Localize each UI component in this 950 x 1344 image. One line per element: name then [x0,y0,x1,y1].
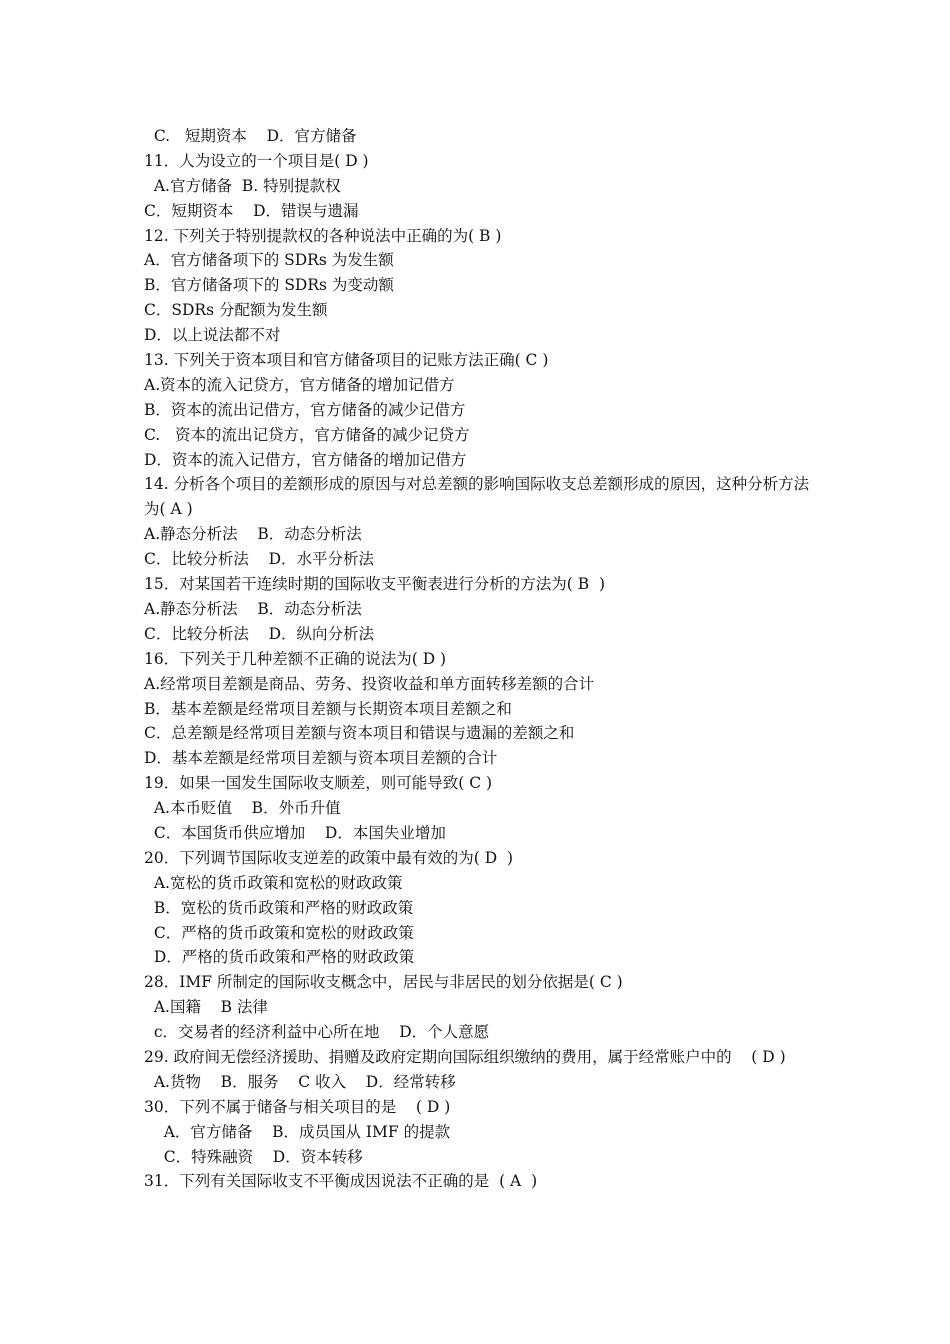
question-15: 15．对某国若干连续时期的国际收支平衡表进行分析的方法为( B ) [144,575,605,594]
question-13-option-b: B．资本的流出记借方，官方储备的减少记借方 [144,400,466,419]
question-19: 19．如果一国发生国际收支顺差，则可能导致( C ) [144,774,493,793]
question-13-option-c: C. 资本的流出记贷方，官方储备的减少记贷方 [144,425,470,444]
question-15-options-cd: C．比较分析法 D．纵向分析法 [144,624,374,643]
question-16-option-a: A.经常项目差额是商品、劳务、投资收益和单方面转移差额的合计 [144,674,595,693]
question-12-option-a: A．官方储备项下的 SDRs 为发生额 [144,251,394,270]
question-20-option-d: D．严格的货币政策和严格的财政政策 [144,948,415,967]
question-16: 16．下列关于几种差额不正确的说法为( D ) [144,649,447,668]
question-14: 14. 分析各个项目的差额形成的原因与对总差额的影响国际收支总差额形成的原因，这种分析方法为( A ) [144,475,810,519]
question-13: 13. 下列关于资本项目和官方储备项目的记账方法正确( C ) [144,351,549,370]
question-20-option-b: B．宽松的货币政策和严格的财政政策 [144,898,414,917]
question-30-options-ab: A．官方储备 B．成员国从 IMF 的提款 [144,1122,451,1141]
question-12-option-b: B．官方储备项下的 SDRs 为变动额 [144,276,394,295]
document-body [144,124,814,1194]
question-30: 30．下列不属于储备与相关项目的是 ( D ) [144,1097,451,1116]
question-31: 31．下列有关国际收支不平衡成因说法不正确的是 ( A ) [144,1172,538,1191]
question-19-options-ab: A.本币贬值 B．外币升值 [144,799,341,818]
question-13-option-a: A.资本的流入记贷方，官方储备的增加记借方 [144,375,455,394]
text-line: C. 短期资本 D．官方储备 [144,127,357,145]
question-20-option-c: C．严格的货币政策和宽松的财政政策 [144,923,414,942]
question-20: 20．下列调节国际收支逆差的政策中最有效的为( D ) [144,848,514,867]
question-19-options-cd: C．本国货币供应增加 D．本国失业增加 [144,823,446,842]
question-11-options-cd: C．短期资本 D．错误与遗漏 [144,201,359,220]
question-29: 29. 政府间无偿经济援助、捐赠及政府定期向国际组织缴纳的费用，属于经常账户中的 ( D ) [144,1047,786,1066]
question-16-option-b: B．基本差额是经常项目差额与长期资本项目差额之和 [144,699,512,718]
question-30-options-cd: C．特殊融资 D．资本转移 [144,1147,363,1166]
question-16-option-d: D．基本差额是经常项目差额与资本项目差额的合计 [144,749,498,768]
question-28-options-ab: A.国籍 B 法律 [144,998,269,1017]
question-13-option-d: D．资本的流入记借方，官方储备的增加记借方 [144,450,467,469]
question-28: 28．IMF 所制定的国际收支概念中，居民与非居民的划分依据是( C ) [144,973,623,992]
question-14-options-ab: A.静态分析法 B．动态分析法 [144,525,362,544]
question-15-options-ab: A.静态分析法 B．动态分析法 [144,599,362,618]
question-20-option-a: A.宽松的货币政策和宽松的财政政策 [144,873,403,892]
question-11: 11．人为设立的一个项目是( D ) [144,151,369,170]
question-29-options: A.货物 B．服务 C 收入 D．经常转移 [144,1072,456,1091]
question-12-option-c: C．SDRs 分配额为发生额 [144,301,328,320]
question-28-options-cd: c．交易者的经济利益中心所在地 D．个人意愿 [144,1023,490,1042]
question-11-options-ab: A.官方储备 B. 特别提款权 [144,176,341,195]
question-14-options-cd: C．比较分析法 D．水平分析法 [144,550,374,569]
question-12-option-d: D．以上说法都不对 [144,326,281,345]
question-16-option-c: C．总差额是经常项目差额与资本项目和错误与遗漏的差额之和 [144,724,575,743]
question-12: 12. 下列关于特别提款权的各种说法中正确的为( B ) [144,226,502,245]
